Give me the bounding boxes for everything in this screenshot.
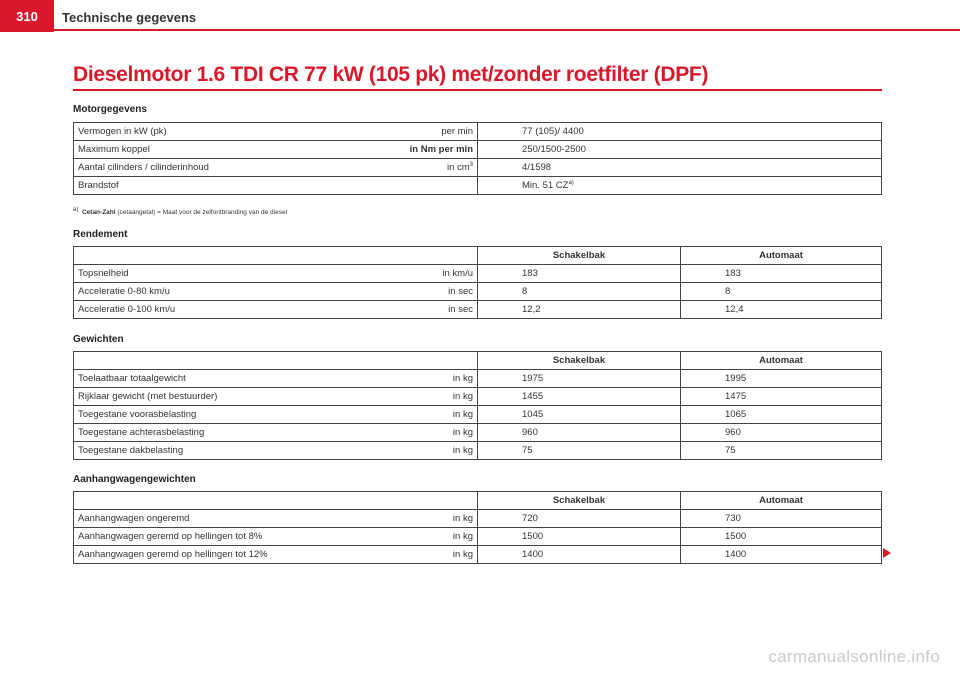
value-cell: 4/1598 <box>478 159 882 177</box>
table-row: in kg Rijklaar gewicht (met bestuurder) 1455 1475 <box>74 388 882 406</box>
unit: per min <box>441 126 473 137</box>
table-header-row <box>74 492 882 510</box>
column-header: Schakelbak <box>478 492 681 510</box>
table-row <box>74 141 882 159</box>
table-row <box>74 177 882 195</box>
table-header-row <box>74 247 882 265</box>
table-row: in km/u Topsnelheid 183 183 <box>74 265 882 283</box>
unit: in Nm per min <box>409 144 473 155</box>
column-header: Schakelbak <box>478 352 681 370</box>
value-cell: Min. 51 CZ <box>522 180 569 192</box>
section-heading-gewichten: Gewichten <box>73 334 124 345</box>
table-row <box>74 123 882 141</box>
row-label: Brandstof <box>78 180 119 191</box>
table-header-row <box>74 352 882 370</box>
table-row: in kg Aanhangwagen ongeremd 720 730 <box>74 510 882 528</box>
unit: in cm <box>446 162 470 174</box>
page-title: Dieselmotor 1.6 TDI CR 77 kW (105 pk) met/zonder roetfilter (DPF) <box>73 63 709 86</box>
row-label: Maximum koppel <box>78 144 150 155</box>
table-row <box>74 159 882 177</box>
column-header: Automaat <box>681 247 882 265</box>
row-label: Aantal cilinders / cilinderinhoud <box>78 161 209 173</box>
table-row: in sec Acceleratie 0-80 km/u 8 8 <box>74 283 882 301</box>
continue-arrow-icon <box>883 548 891 558</box>
rendement-table <box>73 246 882 319</box>
title-rule <box>73 89 882 91</box>
column-header: Automaat <box>681 492 882 510</box>
unit-superscript: 3 <box>469 161 473 168</box>
table-row: in kg Toegestane voorasbelasting 1045 1065 <box>74 406 882 424</box>
value-cell: 77 (105)/ 4400 <box>478 123 882 141</box>
header-rule <box>54 29 960 31</box>
watermark: carmanualsonline.info <box>768 647 940 666</box>
value-cell: 250/1500-2500 <box>478 141 882 159</box>
motor-table <box>73 122 882 195</box>
gewichten-table <box>73 351 882 460</box>
page-number: 310 <box>0 0 54 32</box>
row-label: Vermogen in kW (pk) <box>78 126 167 137</box>
section-heading-motor: Motorgegevens <box>73 104 147 115</box>
column-header: Schakelbak <box>478 247 681 265</box>
table-row: in kg Toegestane achterasbelasting 960 960 <box>74 424 882 442</box>
aanhang-table <box>73 491 882 564</box>
footnote: $^{a)}$ Cetan-Zahl (cetaangetal) = Maat voor de zelfontbranding van de diesel <box>73 207 288 217</box>
table-row: in kg Aanhangwagen geremd op hellingen tot 12% 1400 1400 <box>74 546 882 564</box>
table-row: in sec Acceleratie 0-100 km/u 12,2 12,4 <box>74 301 882 319</box>
section-heading-aanhang: Aanhangwagengewichten <box>73 474 196 485</box>
table-row: in kg Toegestane dakbelasting 75 75 <box>74 442 882 460</box>
section-heading-rendement: Rendement <box>73 229 128 240</box>
table-row: in kg Toelaatbaar totaalgewicht 1975 1995 <box>74 370 882 388</box>
table-row: in kg Aanhangwagen geremd op hellingen tot 8% 1500 1500 <box>74 528 882 546</box>
column-header: Automaat <box>681 352 882 370</box>
footnote-ref: a) <box>568 179 574 186</box>
running-title: Technische gegevens <box>62 10 197 25</box>
